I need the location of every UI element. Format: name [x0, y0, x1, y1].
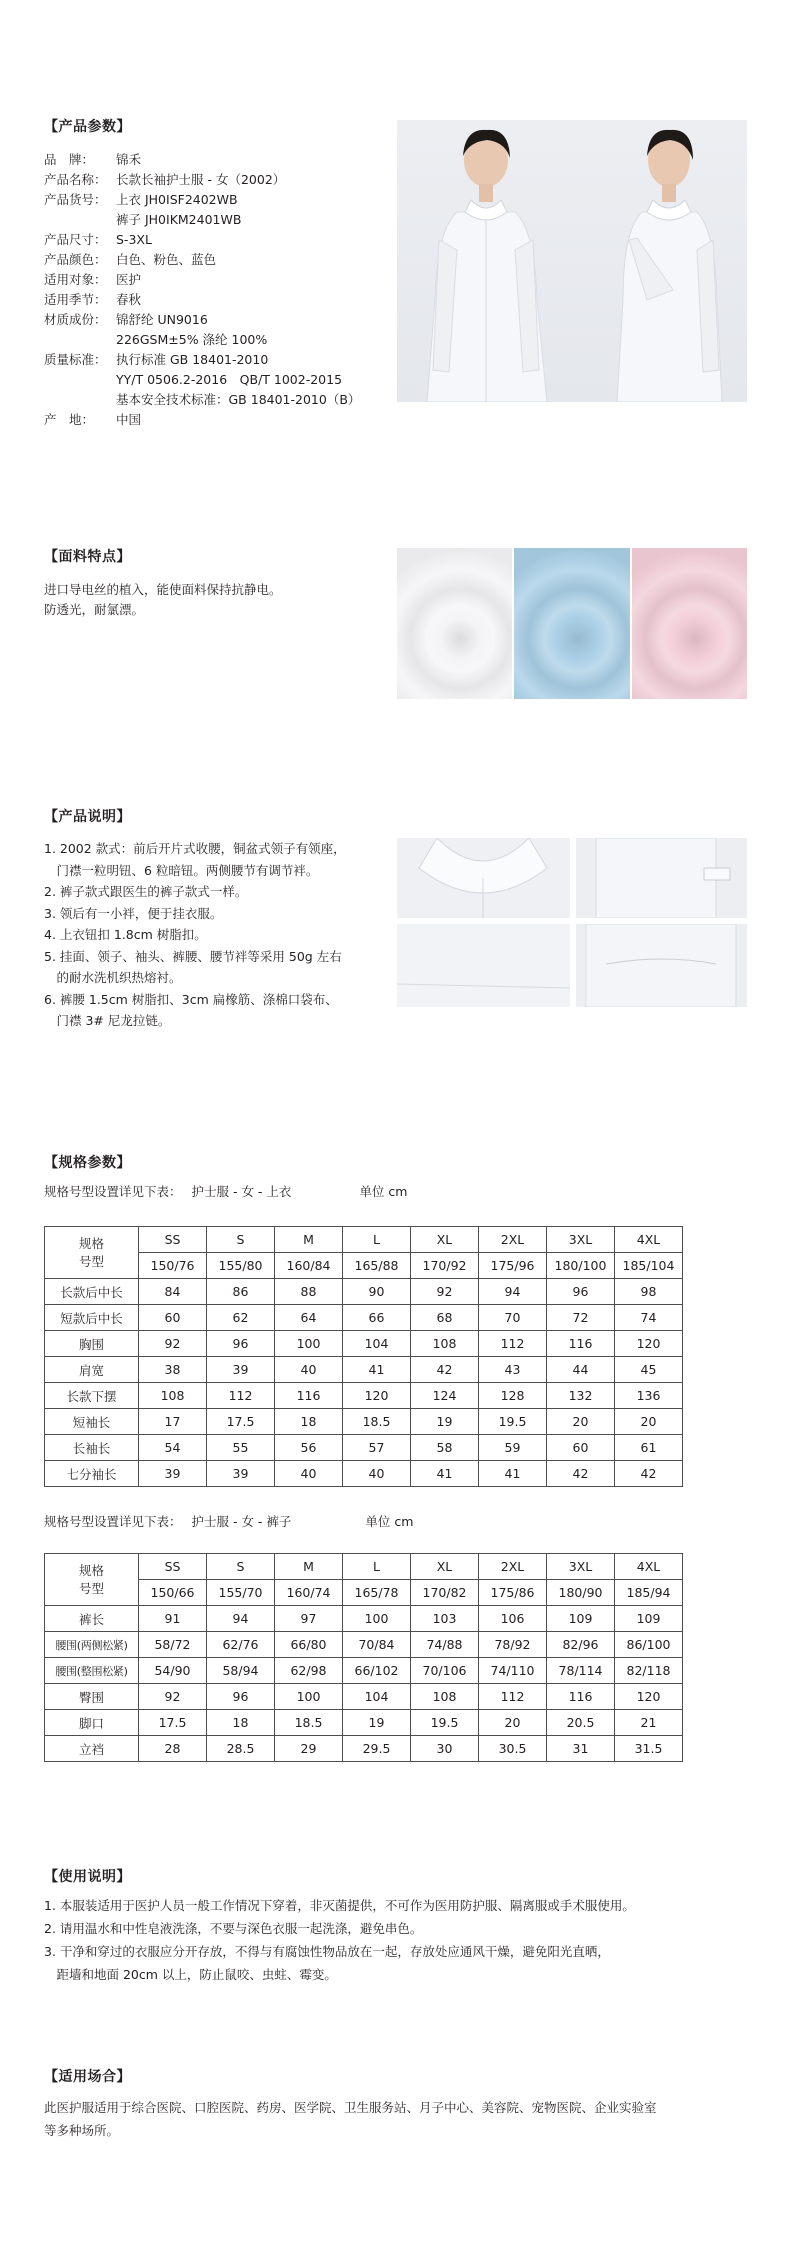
usage-item: 1. 本服装适用于医护人员一般工作情况下穿着，非灭菌提供，不可作为医用防护服、隔离服或手术服使用。	[44, 1898, 635, 1913]
table-cell: 84	[139, 1279, 207, 1305]
product-params-list	[44, 150, 360, 430]
table-cell: 38	[139, 1357, 207, 1383]
param-key	[44, 390, 116, 410]
table-corner-cell	[45, 1227, 139, 1279]
row-label-cell: 肩宽	[45, 1357, 139, 1383]
table-row	[45, 1606, 683, 1632]
spec-heading: 【规格参数】	[44, 1155, 131, 1171]
type-cell: 185/94	[615, 1580, 683, 1606]
description-item: 门襟一粒明钮、6 粒暗钮。两侧腰节有调节袢。	[44, 862, 319, 878]
table-cell: 86	[207, 1279, 275, 1305]
collar-detail-illustration	[397, 838, 570, 918]
table-cell: 78/92	[479, 1632, 547, 1658]
param-row	[44, 270, 360, 290]
type-cell: 160/84	[275, 1253, 343, 1279]
table-cell: 136	[615, 1383, 683, 1409]
table-cell: 28	[139, 1736, 207, 1762]
table-cell: 62	[207, 1305, 275, 1331]
size-header-cell: L	[343, 1227, 411, 1253]
table-cell: 72	[547, 1305, 615, 1331]
size-header-cell: S	[207, 1227, 275, 1253]
hem-detail-illustration	[397, 924, 570, 1007]
description-item: 3. 领后有一小袢，便于挂衣服。	[44, 905, 223, 921]
table-cell: 98	[615, 1279, 683, 1305]
size-header-cell: 2XL	[479, 1227, 547, 1253]
table-row	[45, 1409, 683, 1435]
param-value: 执行标准 GB 18401-2010	[116, 352, 269, 367]
param-key: 适用对象：	[44, 272, 107, 287]
table-cell: 112	[479, 1331, 547, 1357]
usage-item: 2. 请用温水和中性皂液洗涤，不要与深色衣服一起洗涤，避免串色。	[44, 1921, 423, 1936]
param-key: 产品货号：	[44, 192, 107, 207]
table-cell: 70/84	[343, 1632, 411, 1658]
table-cell: 106	[479, 1606, 547, 1632]
spec-bottom-unit: 单位 cm	[365, 1514, 414, 1529]
table-row	[45, 1435, 683, 1461]
size-header-cell: 3XL	[547, 1554, 615, 1580]
table-row	[45, 1684, 683, 1710]
param-key: 产 地：	[44, 412, 95, 427]
description-item: 门襟 3# 尼龙拉链。	[44, 1013, 171, 1028]
spec-top-category: 护士服 - 女 - 上衣	[191, 1184, 292, 1199]
waist-tab-illustration	[576, 838, 747, 918]
table-cell: 55	[207, 1435, 275, 1461]
table-row	[45, 1383, 683, 1409]
size-header-cell: S	[207, 1554, 275, 1580]
table-cell: 120	[615, 1331, 683, 1357]
table-cell: 91	[139, 1606, 207, 1632]
table-cell: 108	[139, 1383, 207, 1409]
fabric-line: 防透光，耐氯漂。	[44, 602, 145, 617]
param-value: 上衣 JH0ISF2402WB	[116, 192, 238, 207]
product-params-heading: 【产品参数】	[44, 119, 131, 135]
type-cell: 170/92	[411, 1253, 479, 1279]
scenes-text	[44, 2096, 657, 2142]
table-cell: 74	[615, 1305, 683, 1331]
param-row	[44, 230, 360, 250]
table-cell: 30	[411, 1736, 479, 1762]
type-cell: 160/74	[275, 1580, 343, 1606]
table-row	[45, 1461, 683, 1487]
table-row	[45, 1632, 683, 1658]
table-cell: 29	[275, 1736, 343, 1762]
table-cell: 104	[343, 1331, 411, 1357]
table-cell: 58/94	[207, 1658, 275, 1684]
table-cell: 41	[343, 1357, 411, 1383]
usage-item: 距墙和地面 20cm 以上，防止鼠咬、虫蛀、霉变。	[44, 1967, 337, 1982]
table-cell: 94	[207, 1606, 275, 1632]
param-value: 226GSM±5% 涤纶 100%	[116, 332, 268, 347]
table-cell: 116	[275, 1383, 343, 1409]
table-cell: 74/88	[411, 1632, 479, 1658]
param-value: 医护	[116, 272, 142, 287]
detail-photo-waist	[576, 838, 747, 918]
table-cell: 103	[411, 1606, 479, 1632]
spec-bottom-caption-row	[44, 1512, 413, 1532]
param-value: 基本安全技术标准：GB 18401-2010（B）	[116, 392, 361, 407]
corner-label: 号型	[78, 1580, 104, 1596]
table-cell: 43	[479, 1357, 547, 1383]
param-key	[44, 210, 116, 230]
table-cell: 42	[615, 1461, 683, 1487]
table-cell: 92	[139, 1684, 207, 1710]
table-row	[45, 1736, 683, 1762]
description-item: 的耐水洗机织热熔衬。	[44, 970, 182, 985]
param-row	[44, 330, 360, 350]
table-cell: 88	[275, 1279, 343, 1305]
table-cell: 20.5	[547, 1710, 615, 1736]
table-cell: 62/98	[275, 1658, 343, 1684]
table-cell: 44	[547, 1357, 615, 1383]
param-row	[44, 190, 360, 210]
usage-list	[44, 1894, 635, 1986]
description-item: 5. 挂面、领子、袖头、裤腰、腰节袢等采用 50g 左右	[44, 948, 342, 964]
spec-bottom-caption: 规格号型设置详见下表：	[44, 1514, 182, 1529]
size-header-cell: SS	[139, 1554, 207, 1580]
corner-label: 规格	[78, 1562, 104, 1578]
corner-label: 号型	[78, 1253, 104, 1269]
table-cell: 120	[343, 1383, 411, 1409]
table-cell: 82/96	[547, 1632, 615, 1658]
type-cell: 165/88	[343, 1253, 411, 1279]
row-label-cell: 长款下摆	[45, 1383, 139, 1409]
size-header-cell: 4XL	[615, 1227, 683, 1253]
type-cell: 150/76	[139, 1253, 207, 1279]
table-cell: 96	[547, 1279, 615, 1305]
table-cell: 96	[207, 1684, 275, 1710]
param-key: 产品尺寸：	[44, 232, 107, 247]
model-photo	[397, 120, 747, 402]
table-cell: 109	[615, 1606, 683, 1632]
table-cell: 124	[411, 1383, 479, 1409]
table-header-row	[45, 1554, 683, 1580]
row-label-cell: 臀围	[45, 1684, 139, 1710]
param-row	[44, 290, 360, 310]
type-cell: 165/78	[343, 1580, 411, 1606]
row-label-cell: 立裆	[45, 1736, 139, 1762]
table-cell: 20	[547, 1409, 615, 1435]
table-cell: 45	[615, 1357, 683, 1383]
table-cell: 66/102	[343, 1658, 411, 1684]
type-cell: 175/86	[479, 1580, 547, 1606]
spec-top-caption-row	[44, 1182, 407, 1202]
table-cell: 60	[139, 1305, 207, 1331]
table-cell: 40	[275, 1357, 343, 1383]
table-cell: 17.5	[139, 1710, 207, 1736]
description-item: 4. 上衣钮扣 1.8cm 树脂扣。	[44, 927, 207, 942]
table-cell: 68	[411, 1305, 479, 1331]
table-row	[45, 1305, 683, 1331]
table-cell: 31.5	[615, 1736, 683, 1762]
fabric-swatch	[632, 548, 747, 699]
table-cell: 120	[615, 1684, 683, 1710]
type-cell: 150/66	[139, 1580, 207, 1606]
table-cell: 41	[479, 1461, 547, 1487]
size-header-cell: XL	[411, 1554, 479, 1580]
size-header-cell: SS	[139, 1227, 207, 1253]
param-key: 质量标准：	[44, 352, 107, 367]
param-key: 产品名称：	[44, 172, 107, 187]
type-cell: 185/104	[615, 1253, 683, 1279]
table-cell: 61	[615, 1435, 683, 1461]
table-cell: 70/106	[411, 1658, 479, 1684]
table-cell: 31	[547, 1736, 615, 1762]
row-label-cell: 裤长	[45, 1606, 139, 1632]
fabric-line: 进口导电丝的植入，能使面料保持抗静电。	[44, 582, 282, 597]
size-header-cell: XL	[411, 1227, 479, 1253]
table-cell: 92	[411, 1279, 479, 1305]
description-item: 6. 裤腰 1.5cm 树脂扣、3cm 扁橡筋、涤棉口袋布、	[44, 991, 338, 1007]
fabric-swatch	[397, 548, 512, 699]
size-header-cell: 4XL	[615, 1554, 683, 1580]
table-cell: 42	[547, 1461, 615, 1487]
scenes-line: 此医护服适用于综合医院、口腔医院、药房、医学院、卫生服务站、月子中心、美容院、宠物医院、企业实验室	[44, 2100, 657, 2115]
table-corner-cell	[45, 1554, 139, 1606]
corner-label: 规格	[78, 1235, 104, 1251]
table-cell: 39	[207, 1461, 275, 1487]
size-header-cell: L	[343, 1554, 411, 1580]
table-cell: 40	[343, 1461, 411, 1487]
table-cell: 92	[139, 1331, 207, 1357]
table-cell: 116	[547, 1331, 615, 1357]
table-cell: 19.5	[479, 1409, 547, 1435]
param-value: 春秋	[116, 292, 142, 307]
spec-bottom-category: 护士服 - 女 - 裤子	[191, 1514, 292, 1529]
table-cell: 97	[275, 1606, 343, 1632]
table-cell: 58	[411, 1435, 479, 1461]
size-header-cell: M	[275, 1227, 343, 1253]
table-row	[45, 1658, 683, 1684]
table-cell: 59	[479, 1435, 547, 1461]
param-row	[44, 390, 360, 410]
table-cell: 70	[479, 1305, 547, 1331]
row-label-cell: 七分袖长	[45, 1461, 139, 1487]
table-cell: 39	[207, 1357, 275, 1383]
size-header-cell: 2XL	[479, 1554, 547, 1580]
table-cell: 112	[479, 1684, 547, 1710]
table-cell: 54	[139, 1435, 207, 1461]
description-item: 1. 2002 款式：前后开片式收腰，铜盆式领子有领座，	[44, 841, 346, 856]
param-value: 白色、粉色、蓝色	[116, 252, 217, 267]
detail-photo-collar	[397, 838, 570, 918]
param-key: 适用季节：	[44, 292, 107, 307]
table-cell: 18	[207, 1710, 275, 1736]
table-cell: 18.5	[275, 1710, 343, 1736]
table-type-row	[45, 1580, 683, 1606]
type-cell: 180/90	[547, 1580, 615, 1606]
description-list	[44, 838, 346, 1032]
table-cell: 20	[479, 1710, 547, 1736]
table-cell: 100	[275, 1331, 343, 1357]
table-type-row	[45, 1253, 683, 1279]
table-cell: 20	[615, 1409, 683, 1435]
row-label-cell: 短袖长	[45, 1409, 139, 1435]
param-row	[44, 350, 360, 370]
table-cell: 57	[343, 1435, 411, 1461]
description-heading: 【产品说明】	[44, 809, 131, 825]
type-cell: 170/82	[411, 1580, 479, 1606]
table-cell: 40	[275, 1461, 343, 1487]
table-cell: 109	[547, 1606, 615, 1632]
pocket-detail-illustration	[576, 924, 747, 1007]
param-row	[44, 310, 360, 330]
fabric-swatches	[397, 548, 747, 699]
spec-top-unit: 单位 cm	[359, 1184, 408, 1199]
table-cell: 94	[479, 1279, 547, 1305]
row-label-cell: 长款后中长	[45, 1279, 139, 1305]
table-cell: 104	[343, 1684, 411, 1710]
table-row	[45, 1331, 683, 1357]
size-header-cell: 3XL	[547, 1227, 615, 1253]
table-cell: 39	[139, 1461, 207, 1487]
type-cell: 155/70	[207, 1580, 275, 1606]
param-value: 中国	[116, 412, 142, 427]
table-cell: 100	[343, 1606, 411, 1632]
row-label-cell: 脚口	[45, 1710, 139, 1736]
table-cell: 96	[207, 1331, 275, 1357]
type-cell: 180/100	[547, 1253, 615, 1279]
type-cell: 175/96	[479, 1253, 547, 1279]
row-label-cell: 短款后中长	[45, 1305, 139, 1331]
table-cell: 17.5	[207, 1409, 275, 1435]
param-key	[44, 330, 116, 350]
param-key: 品 牌：	[44, 152, 95, 167]
row-label-cell: 腰围(两侧松紧)	[45, 1632, 139, 1658]
nurse-models-illustration	[397, 120, 747, 402]
table-cell: 29.5	[343, 1736, 411, 1762]
table-cell: 19	[411, 1409, 479, 1435]
spec-top-caption: 规格号型设置详见下表：	[44, 1184, 182, 1199]
table-cell: 74/110	[479, 1658, 547, 1684]
table-cell: 17	[139, 1409, 207, 1435]
scenes-heading: 【适用场合】	[44, 2069, 131, 2085]
fabric-swatch	[514, 548, 629, 699]
param-row	[44, 210, 360, 230]
table-cell: 30.5	[479, 1736, 547, 1762]
usage-item: 3. 干净和穿过的衣服应分开存放，不得与有腐蚀性物品放在一起，存放处应通风干燥，避免阳光直晒，	[44, 1944, 610, 1959]
param-key: 产品颜色：	[44, 252, 107, 267]
spec-bottom-table	[44, 1553, 683, 1762]
param-key	[44, 370, 116, 390]
table-cell: 56	[275, 1435, 343, 1461]
table-cell: 86/100	[615, 1632, 683, 1658]
table-cell: 58/72	[139, 1632, 207, 1658]
table-cell: 41	[411, 1461, 479, 1487]
param-value: 锦禾	[116, 152, 142, 167]
table-cell: 108	[411, 1331, 479, 1357]
scenes-line: 等多种场所。	[44, 2123, 120, 2138]
param-value: 裤子 JH0IKM2401WB	[116, 212, 242, 227]
param-row	[44, 170, 360, 190]
usage-heading: 【使用说明】	[44, 1869, 131, 1885]
table-cell: 28.5	[207, 1736, 275, 1762]
table-cell: 62/76	[207, 1632, 275, 1658]
type-cell: 155/80	[207, 1253, 275, 1279]
table-cell: 90	[343, 1279, 411, 1305]
param-value: 锦舒纶 UN9016	[116, 312, 208, 327]
table-cell: 82/118	[615, 1658, 683, 1684]
row-label-cell: 胸围	[45, 1331, 139, 1357]
row-label-cell: 腰围(整围松紧)	[45, 1658, 139, 1684]
spec-top-table	[44, 1226, 683, 1487]
row-label-cell: 长袖长	[45, 1435, 139, 1461]
fabric-heading: 【面料特点】	[44, 549, 131, 565]
param-value: S-3XL	[116, 232, 152, 247]
table-cell: 18.5	[343, 1409, 411, 1435]
table-cell: 128	[479, 1383, 547, 1409]
table-cell: 21	[615, 1710, 683, 1736]
detail-photo-pocket	[576, 924, 747, 1007]
table-cell: 18	[275, 1409, 343, 1435]
param-row	[44, 370, 360, 390]
table-cell: 78/114	[547, 1658, 615, 1684]
table-cell: 60	[547, 1435, 615, 1461]
table-cell: 19	[343, 1710, 411, 1736]
table-row	[45, 1710, 683, 1736]
table-cell: 112	[207, 1383, 275, 1409]
table-header-row	[45, 1227, 683, 1253]
detail-photo-hem	[397, 924, 570, 1007]
table-cell: 132	[547, 1383, 615, 1409]
param-row	[44, 410, 360, 430]
table-cell: 42	[411, 1357, 479, 1383]
fabric-text	[44, 580, 282, 620]
table-cell: 100	[275, 1684, 343, 1710]
param-key: 材质成份：	[44, 312, 107, 327]
table-row	[45, 1279, 683, 1305]
table-cell: 66/80	[275, 1632, 343, 1658]
table-cell: 64	[275, 1305, 343, 1331]
table-cell: 116	[547, 1684, 615, 1710]
param-row	[44, 250, 360, 270]
table-cell: 108	[411, 1684, 479, 1710]
param-value: 长款长袖护士服 - 女（2002）	[116, 172, 286, 187]
param-row	[44, 150, 360, 170]
table-row	[45, 1357, 683, 1383]
description-item: 2. 裤子款式跟医生的裤子款式一样。	[44, 884, 248, 899]
table-cell: 19.5	[411, 1710, 479, 1736]
param-value: YY/T 0506.2-2016 QB/T 1002-2015	[116, 372, 343, 387]
table-cell: 66	[343, 1305, 411, 1331]
table-cell: 54/90	[139, 1658, 207, 1684]
size-header-cell: M	[275, 1554, 343, 1580]
